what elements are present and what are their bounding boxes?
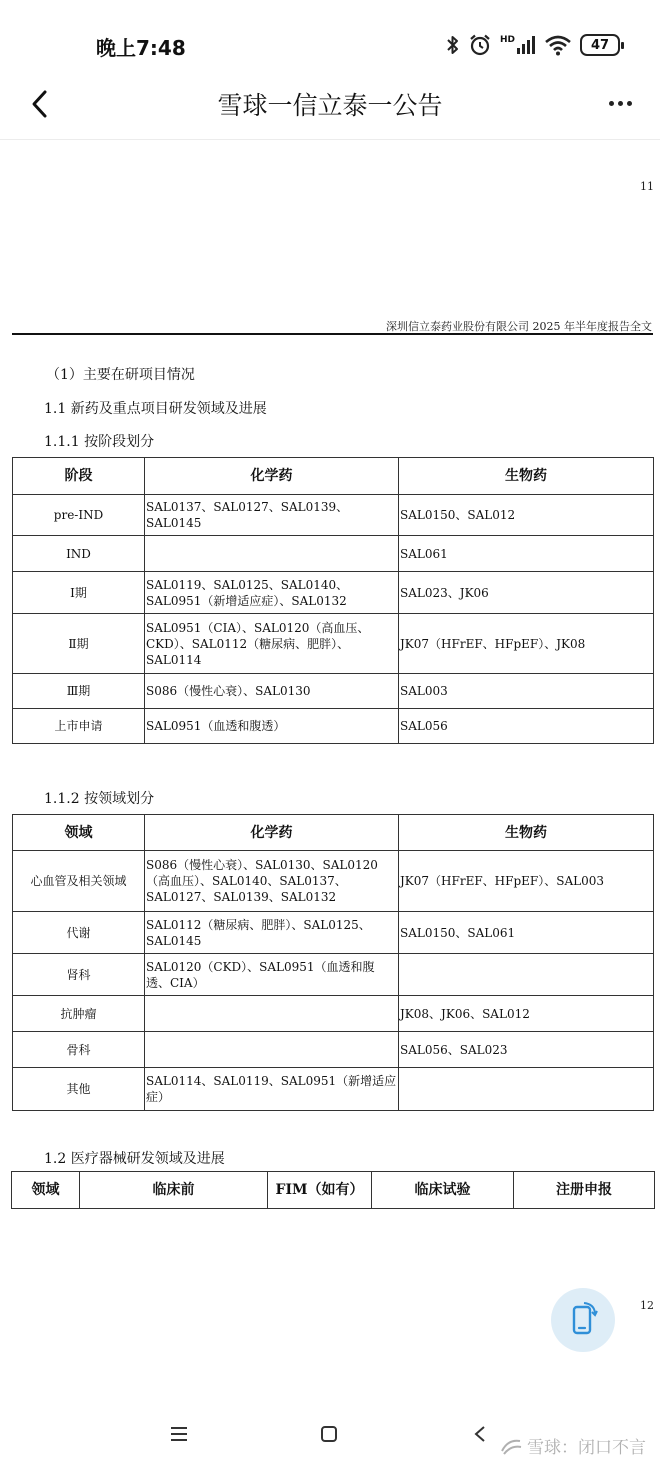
menu-button[interactable]: [167, 1422, 191, 1446]
table-row: [13, 495, 654, 536]
table-cell: SAL056: [399, 709, 654, 744]
page-number-bottom: 12: [640, 1299, 654, 1312]
table-cell: SAL0951（血透和腹透）: [145, 709, 399, 744]
table-cell: pre-IND: [13, 495, 145, 536]
table-row: [13, 954, 654, 996]
table-cell: SAL023、JK06: [399, 572, 654, 614]
page-title: 雪球一信立泰一公告: [217, 91, 443, 120]
table-header-row: [13, 815, 654, 851]
table-cell: S086（慢性心衰）、SAL0130: [145, 674, 399, 709]
heading-1-1: 1.1 新药及重点项目研发领域及进展: [44, 401, 267, 417]
table-cell: Ⅱ期: [13, 614, 145, 674]
battery-level: 47: [590, 37, 610, 53]
table-cell: 代谢: [13, 912, 145, 954]
table-row: [13, 996, 654, 1032]
table-header-cell: 注册申报: [514, 1172, 655, 1209]
table-header-cell: 阶段: [13, 458, 145, 495]
table-header-cell: 生物药: [399, 458, 654, 495]
table-row: [13, 536, 654, 572]
page-number-top: 11: [640, 180, 654, 193]
table-cell: 其他: [13, 1068, 145, 1111]
nav-bar: [0, 84, 660, 140]
more-dot-icon: [618, 101, 623, 106]
table-cell: SAL0119、SAL0125、SAL0140、SAL0951（新增适应症）、SAL0132: [145, 572, 399, 614]
more-dot-icon: [609, 101, 614, 106]
nav-divider: [0, 139, 660, 140]
chevron-left-icon: [30, 89, 50, 119]
table-cell: Ⅲ期: [13, 674, 145, 709]
table-cell: SAL056、SAL023: [399, 1032, 654, 1068]
table-header-row: [13, 458, 654, 495]
table-cell: IND: [13, 536, 145, 572]
table-header-cell: 生物药: [399, 815, 654, 851]
table-cell: 肾科: [13, 954, 145, 996]
document-header: 深圳信立泰药业股份有限公司 2025 年半年度报告全文: [386, 320, 652, 333]
table-row: [13, 1068, 654, 1111]
area-table: [12, 814, 654, 1111]
table-cell: JK07（HFrEF、HFpEF）、SAL003: [399, 851, 654, 912]
section-heading: （1）主要在研项目情况: [46, 367, 195, 383]
home-button[interactable]: [317, 1422, 341, 1446]
back-button[interactable]: [20, 84, 60, 124]
header-rule: [12, 333, 653, 335]
table-cell: 心血管及相关领域: [13, 851, 145, 912]
more-dot-icon: [627, 101, 632, 106]
status-bar: [0, 0, 660, 84]
table-row: [13, 572, 654, 614]
network-label: HD: [499, 35, 515, 45]
table-cell: SAL003: [399, 674, 654, 709]
rotate-screen-button[interactable]: [551, 1288, 615, 1352]
table-row: [13, 674, 654, 709]
table-cell: SAL0137、SAL0127、SAL0139、SAL0145: [145, 495, 399, 536]
rotate-phone-icon: [566, 1301, 600, 1339]
alarm-icon: [468, 33, 492, 57]
table-cell: SAL0120（CKD）、SAL0951（血透和腹透、CIA）: [145, 954, 399, 996]
table-cell: 抗肿瘤: [13, 996, 145, 1032]
table-cell: [399, 954, 654, 996]
table-cell: SAL0114、SAL0119、SAL0951（新增适应症）: [145, 1068, 399, 1111]
table-row: [13, 1032, 654, 1068]
snowball-logo-icon: [499, 1436, 523, 1456]
heading-1-2: 1.2 医疗器械研发领域及进展: [44, 1151, 225, 1167]
table-header-cell: 领域: [12, 1172, 80, 1209]
table-row: [13, 912, 654, 954]
battery-indicator: [580, 34, 620, 56]
table-cell: Ⅰ期: [13, 572, 145, 614]
table-cell: S086（慢性心衰）、SAL0130、SAL0120（高血压）、SAL0140、SAL0137、SAL0127、SAL0139、SAL0132: [145, 851, 399, 912]
table-cell: 骨科: [13, 1032, 145, 1068]
table-cell: SAL0150、SAL012: [399, 495, 654, 536]
table-row: [13, 614, 654, 674]
table-row: [13, 709, 654, 744]
table-cell: JK07（HFrEF、HFpEF）、JK08: [399, 614, 654, 674]
table-header-cell: 化学药: [145, 458, 399, 495]
watermark: [499, 1433, 646, 1458]
watermark-text: 雪球：闭口不言: [527, 1438, 646, 1458]
table-cell: SAL0951（CIA）、SAL0120（高血压、CKD）、SAL0112（糖尿病、肥胖）、SAL0114: [145, 614, 399, 674]
table-header-cell: 临床试验: [372, 1172, 514, 1209]
table-header-cell: 化学药: [145, 815, 399, 851]
table-header-cell: 领域: [13, 815, 145, 851]
table-cell: [399, 1068, 654, 1111]
table-cell: [145, 1032, 399, 1068]
table-cell: SAL061: [399, 536, 654, 572]
table-row: [13, 851, 654, 912]
table-cell: [145, 536, 399, 572]
home-square-icon: [320, 1425, 338, 1443]
table-header-cell: FIM（如有）: [268, 1172, 372, 1209]
signal-icon: [500, 35, 536, 55]
table-cell: JK08、JK06、SAL012: [399, 996, 654, 1032]
table-header-row: [12, 1172, 655, 1209]
more-options-button[interactable]: [600, 88, 640, 118]
table-cell: [145, 996, 399, 1032]
bluetooth-icon: [446, 34, 460, 56]
device-table: [11, 1171, 655, 1209]
heading-1-1-1: 1.1.1 按阶段划分: [44, 434, 155, 450]
system-back-button[interactable]: [468, 1422, 492, 1446]
back-triangle-icon: [472, 1425, 488, 1443]
table-cell: SAL0112（糖尿病、肥胖）、SAL0125、SAL0145: [145, 912, 399, 954]
heading-1-1-2: 1.1.2 按领域划分: [44, 791, 155, 807]
wifi-icon: [544, 34, 572, 56]
stage-table: [12, 457, 654, 744]
table-cell: 上市申请: [13, 709, 145, 744]
status-time: 晚上7:48: [96, 36, 186, 60]
menu-icon: [169, 1426, 189, 1442]
table-header-cell: 临床前: [80, 1172, 268, 1209]
status-icons: [446, 32, 620, 58]
table-cell: SAL0150、SAL061: [399, 912, 654, 954]
